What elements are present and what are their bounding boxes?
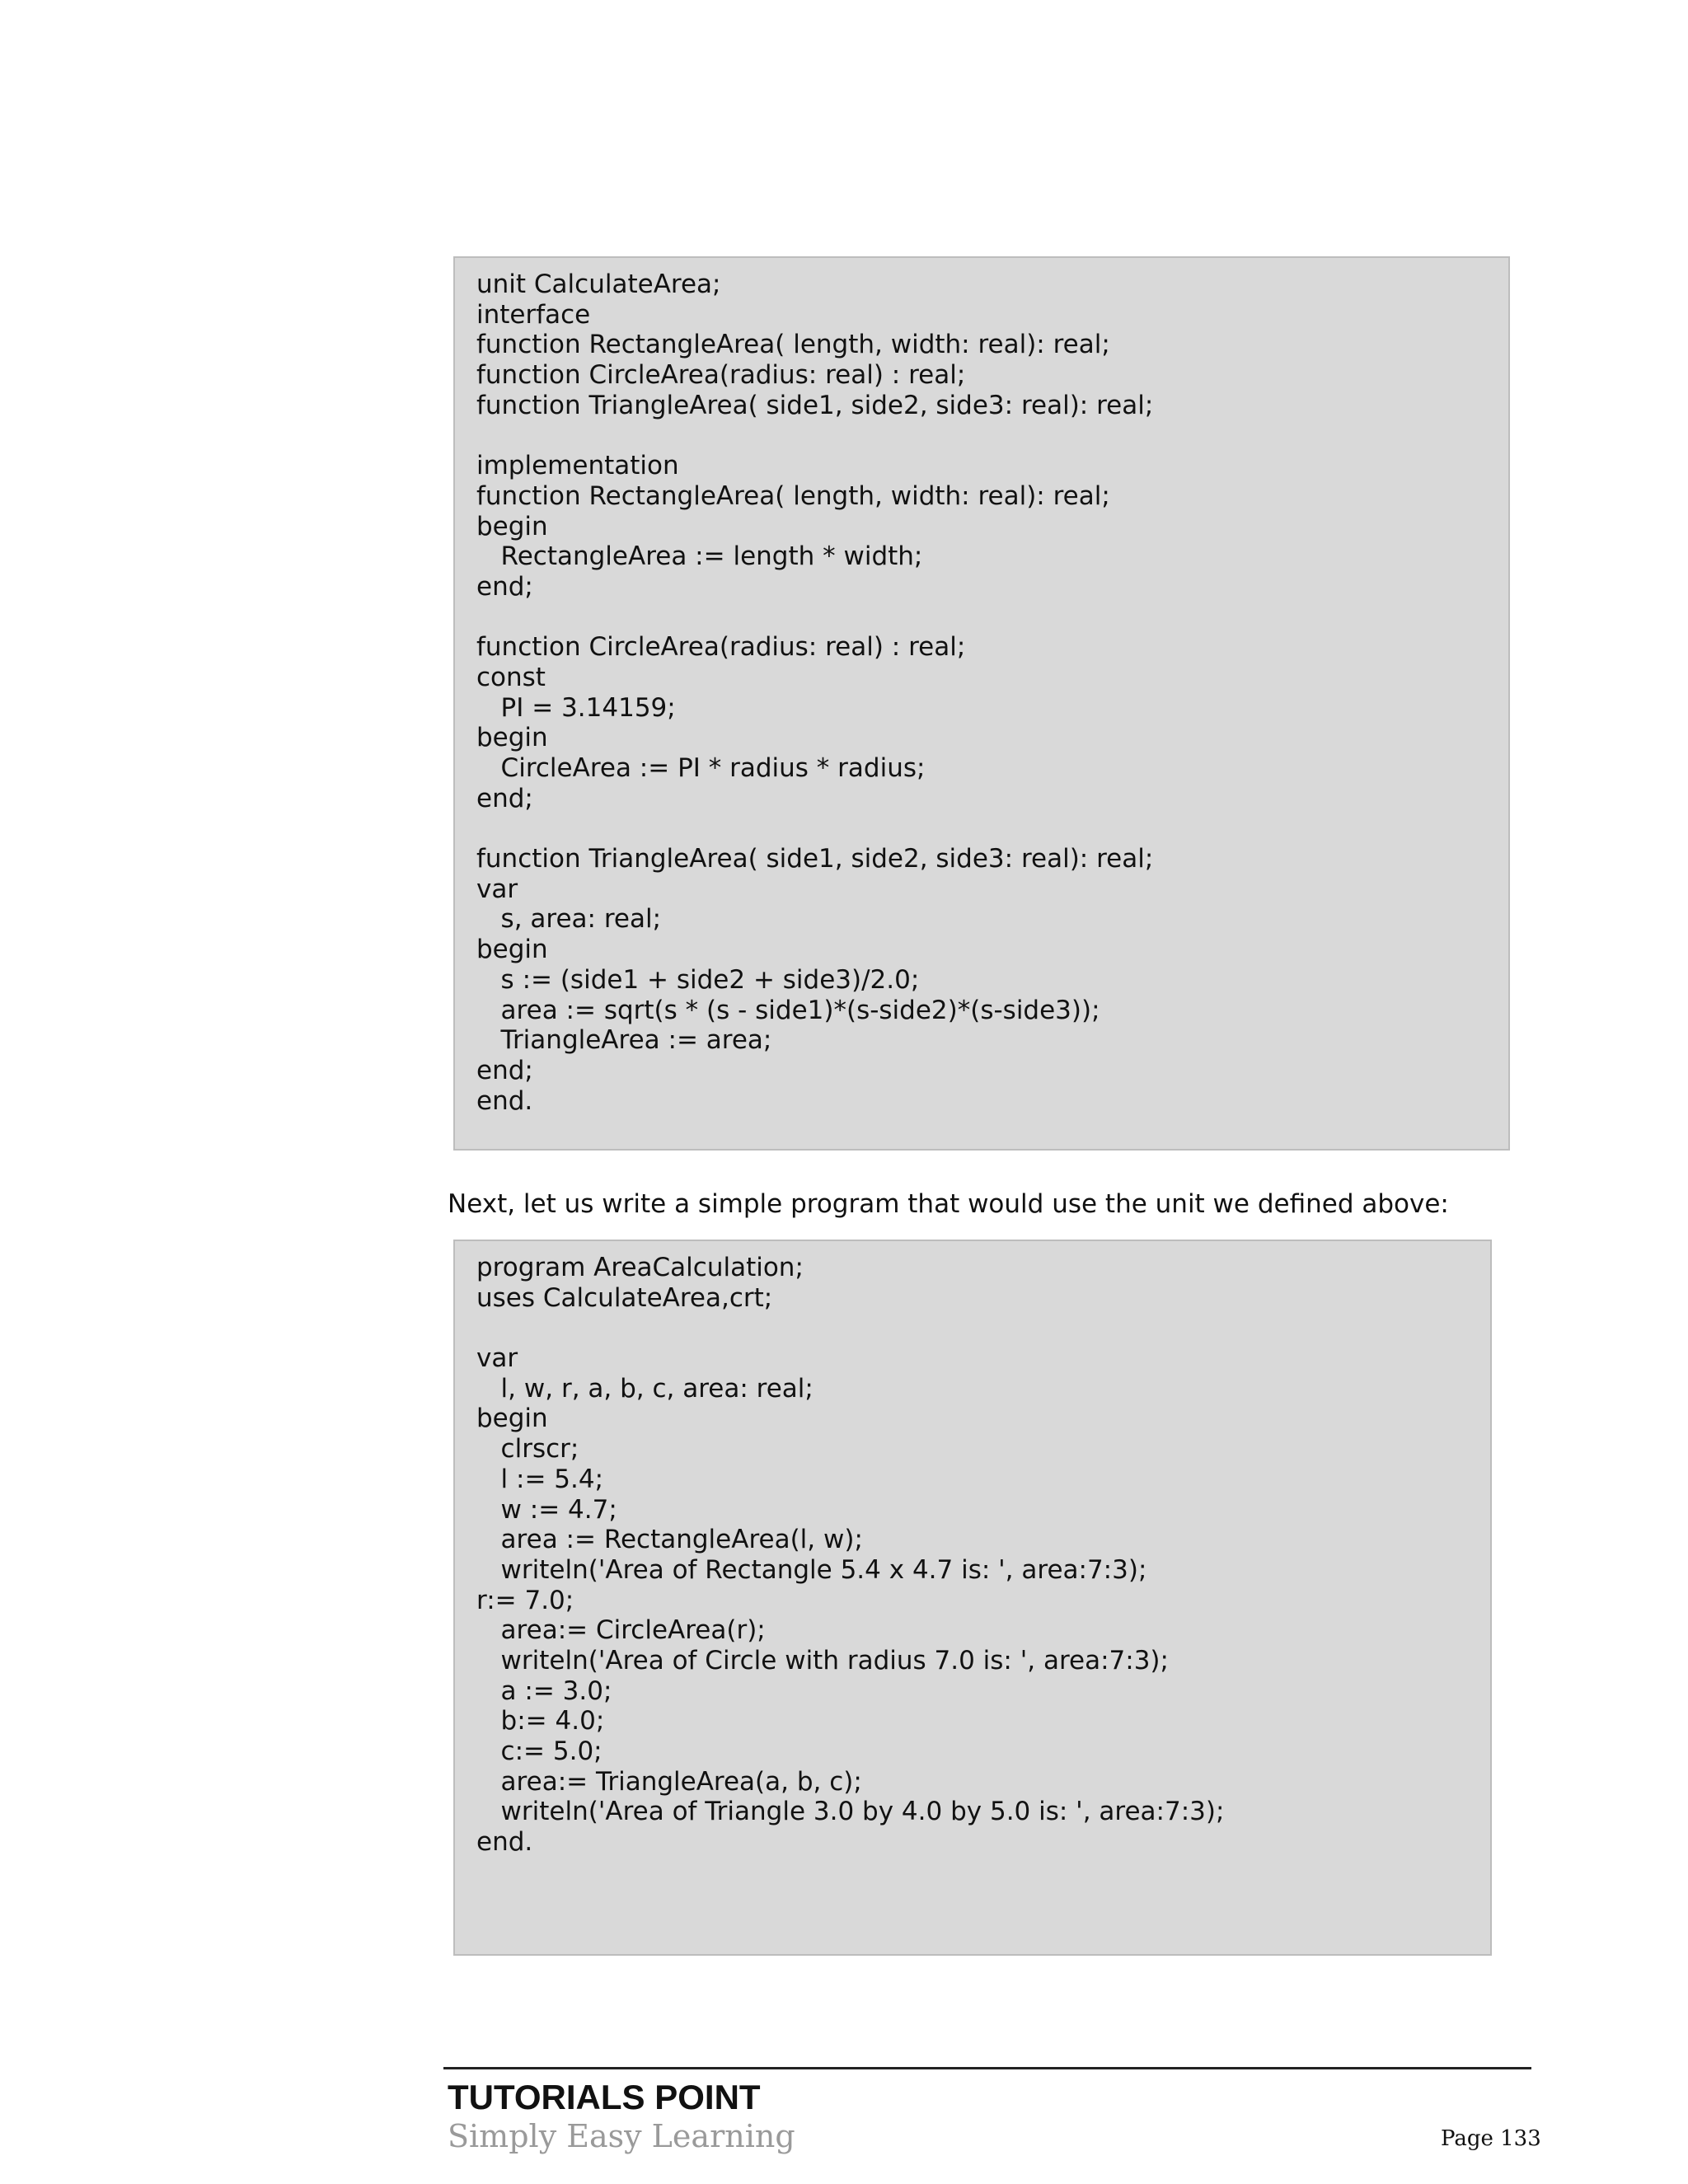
code-line: function RectangleArea( length, width: real): real; — [476, 480, 1110, 511]
code-line: function CircleArea(radius: real) : real; — [476, 632, 966, 663]
code-line: area := RectangleArea(l, w); — [476, 1525, 863, 1555]
code-line — [476, 420, 1508, 451]
code-block-area-calculation-program — [453, 1240, 1492, 1956]
code-line — [476, 813, 1508, 844]
code-line: begin — [476, 723, 548, 753]
code-line: end. — [476, 1085, 533, 1116]
code-line: function RectangleArea( length, width: real): real; — [476, 330, 1110, 360]
code-line: RectangleArea := length * width; — [476, 541, 923, 572]
code-line: var — [476, 1343, 518, 1374]
code-line: s, area: real; — [476, 904, 662, 935]
code-line: l := 5.4; — [476, 1464, 604, 1494]
code-line: clrscr; — [476, 1434, 579, 1465]
code-line: const — [476, 662, 546, 692]
code-line: CircleArea := PI * radius * radius; — [476, 753, 926, 783]
code-line: a := 3.0; — [476, 1675, 612, 1706]
code-line: b:= 4.0; — [476, 1706, 605, 1736]
code-line: end; — [476, 783, 533, 813]
code-line: PI = 3.14159; — [476, 692, 676, 723]
code-line — [476, 1313, 1490, 1343]
code-block-calculate-area-unit — [453, 256, 1510, 1151]
code-line: r:= 7.0; — [476, 1585, 574, 1615]
code-line: end; — [476, 571, 533, 602]
code-line: writeln('Area of Circle with radius 7.0 is: ', area:7:3); — [476, 1645, 1169, 1675]
code-line: TriangleArea := area; — [476, 1025, 772, 1056]
footer-brand: TUTORIALS POINT — [448, 2078, 761, 2116]
code-line: c:= 5.0; — [476, 1736, 603, 1766]
code-line: function TriangleArea( side1, side2, side3: real): real; — [476, 844, 1154, 874]
code-line: begin — [476, 1404, 548, 1434]
code-line: function CircleArea(radius: real) : real; — [476, 360, 966, 391]
code-line: s := (side1 + side2 + side3)/2.0; — [476, 964, 920, 995]
code-line: end. — [476, 1827, 533, 1858]
footer-tagline: Simply Easy Learning — [448, 2118, 795, 2154]
code-line: function TriangleArea( side1, side2, side3: real): real; — [476, 390, 1154, 420]
code-line: writeln('Area of Triangle 3.0 by 4.0 by 5.0 is: ', area:7:3); — [476, 1797, 1225, 1827]
code-line: begin — [476, 511, 548, 541]
code-line: unit CalculateArea; — [476, 269, 721, 299]
code-line: writeln('Area of Rectangle 5.4 x 4.7 is: ', area:7:3); — [476, 1554, 1147, 1585]
page-number: Page 133 — [1441, 2126, 1541, 2151]
footer-divider — [443, 2067, 1531, 2069]
code-line — [476, 602, 1508, 633]
code-line: area := sqrt(s * (s - side1)*(s-side2)*(s-side3)); — [476, 995, 1100, 1025]
code-line: w := 4.7; — [476, 1494, 617, 1525]
code-line: area:= TriangleArea(a, b, c); — [476, 1766, 862, 1797]
code-line: program AreaCalculation; — [476, 1253, 804, 1282]
code-line: l, w, r, a, b, c, area: real; — [476, 1373, 814, 1404]
intro-paragraph: Next, let us write a simple program that would use the unit we defined above: — [448, 1189, 1449, 1219]
code-line: implementation — [476, 451, 679, 481]
code-line: end; — [476, 1055, 533, 1085]
code-line: interface — [476, 299, 591, 330]
code-line: area:= CircleArea(r); — [476, 1615, 766, 1646]
code-line: uses CalculateArea,crt; — [476, 1282, 773, 1313]
code-line: var — [476, 874, 518, 904]
code-line: begin — [476, 935, 548, 965]
